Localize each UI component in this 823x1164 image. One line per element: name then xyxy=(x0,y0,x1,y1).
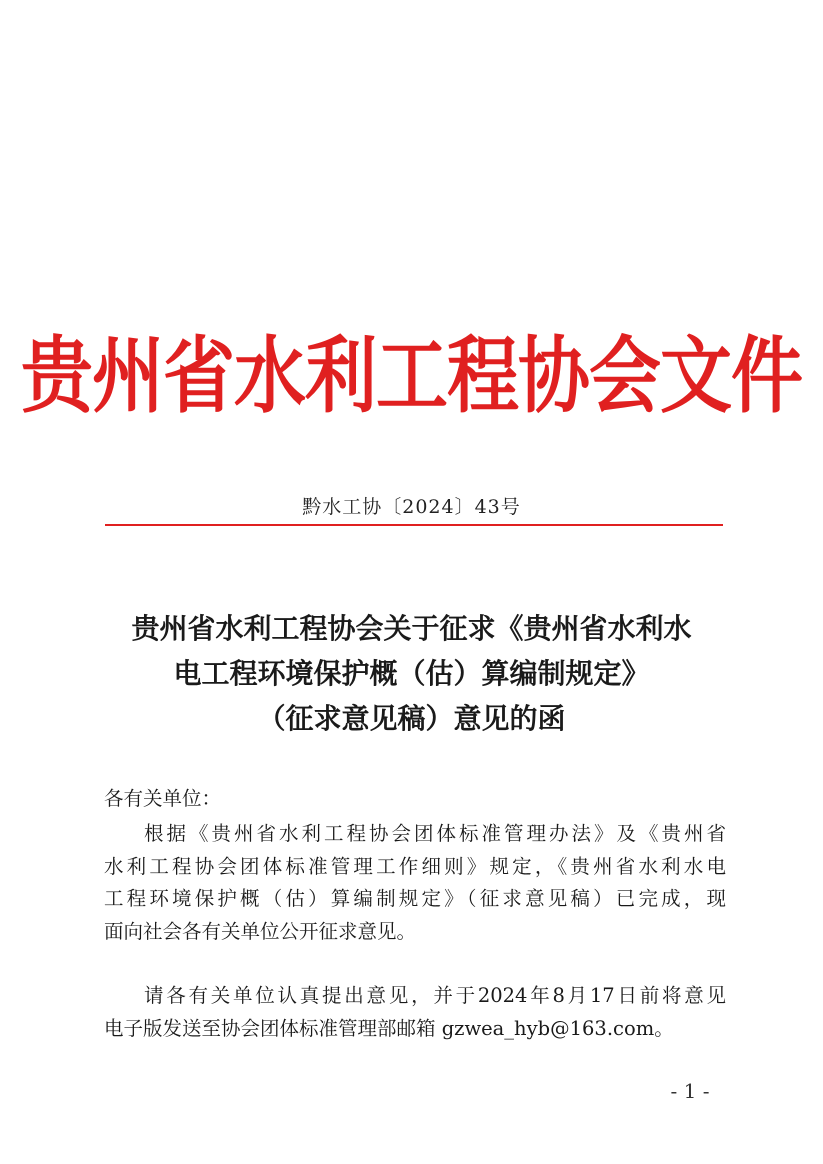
paragraph-1-line-4: 面向社会各有关单位公开征求意见。 xyxy=(104,919,417,943)
paragraph-1-line-2: 水利工程协会团体标准管理工作细则》规定，《贵州省水利水电 xyxy=(104,854,726,878)
red-divider-line xyxy=(105,524,723,526)
paragraph-1-line-1: 根据《贵州省水利工程协会团体标准管理办法》及《贵州省 xyxy=(144,822,726,845)
salutation: 各有关单位： xyxy=(104,787,222,810)
letter-title xyxy=(80,606,743,741)
title-line-1: 贵州省水利工程协会关于征求《贵州省水利水 xyxy=(131,612,692,645)
document-number: 黔水工协〔2024〕43号 xyxy=(302,496,521,518)
title-line-2: 电工程环境保护概（估）算编制规定》 xyxy=(173,657,650,690)
paragraph-2-line-1: 请各有关单位认真提出意见，并于2024年8月17日前将意见 xyxy=(144,984,726,1007)
paragraph-2 xyxy=(104,980,726,1045)
paragraph-1 xyxy=(104,818,726,948)
title-line-3: （征求意见稿）意见的函 xyxy=(257,702,566,735)
masthead-title: 贵州省水利工程协会文件 xyxy=(20,327,802,424)
page-number: - 1 - xyxy=(670,1079,710,1103)
paragraph-2-line-2: 电子版发送至协会团体标准管理部邮箱 gzwea_hyb@163.com。 xyxy=(104,1016,674,1040)
paragraph-1-line-3: 工程环境保护概（估）算编制规定》（征求意见稿）已完成，现 xyxy=(104,887,726,910)
